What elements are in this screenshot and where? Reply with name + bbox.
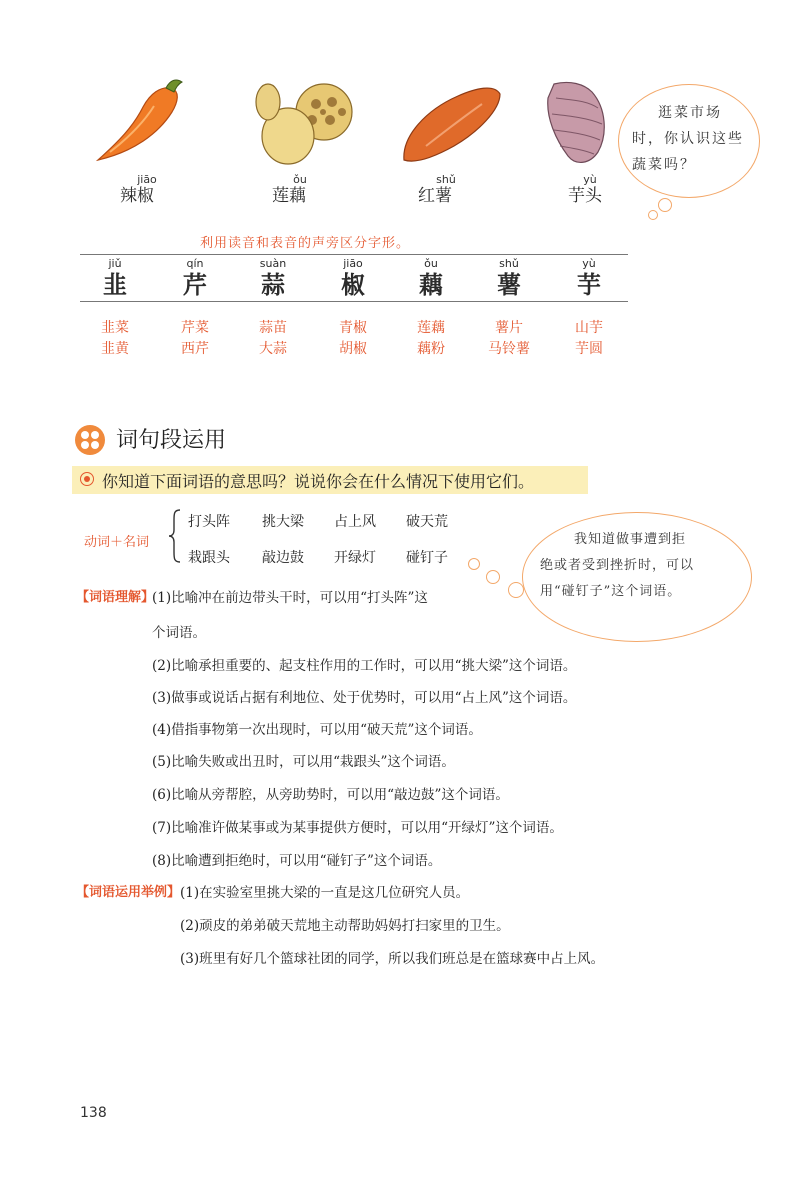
vegetable-name: 辣椒 bbox=[120, 186, 154, 206]
pinyin: suàn bbox=[259, 257, 287, 270]
character-cell bbox=[238, 258, 308, 300]
word-list: 蒜苗 大蒜 bbox=[259, 320, 287, 357]
character: 薯 bbox=[497, 270, 521, 299]
question-text: 你知道下面词语的意思吗？说说你会在什么情况下使用它们。 bbox=[102, 472, 535, 491]
brace-icon bbox=[168, 508, 182, 568]
character-cell bbox=[554, 258, 624, 300]
character: 椒 bbox=[341, 270, 365, 299]
bubble-dot bbox=[468, 558, 480, 570]
character-cell bbox=[396, 258, 466, 300]
sweet-potato-icon bbox=[396, 76, 506, 166]
section-icon bbox=[74, 424, 106, 456]
character: 蒜 bbox=[261, 270, 285, 299]
bubble-dot bbox=[486, 570, 500, 584]
bubble-dot bbox=[658, 198, 672, 212]
thought-bubble-text: 我知道做事遭到拒 绝或者受到挫折时，可以 用“碰钉子”这个词语。 bbox=[540, 532, 695, 599]
bubble-dot bbox=[648, 210, 658, 220]
pinyin: ǒu bbox=[293, 173, 307, 186]
idiom: 敲边鼓 bbox=[262, 550, 304, 566]
pinyin: yù bbox=[582, 257, 596, 270]
idiom: 栽跟头 bbox=[188, 550, 230, 566]
pinyin: qín bbox=[186, 257, 204, 270]
divider bbox=[80, 301, 628, 302]
idiom: 打头阵 bbox=[188, 514, 230, 530]
definition-line: (6)比喻从旁帮腔，从旁助势时，可以用“敲边鼓”这个词语。 bbox=[152, 787, 509, 803]
example-line: (3)班里有好几个篮球社团的同学，所以我们班总是在篮球赛中占上风。 bbox=[180, 951, 605, 967]
understanding-tag: 【词语理解】 bbox=[76, 590, 155, 605]
examples-tag: 【词语运用举例】 bbox=[76, 885, 181, 900]
pinyin: jiāo bbox=[343, 257, 363, 270]
vegetable-name: 莲藕 bbox=[272, 186, 306, 206]
pattern-label: 动词＋名词 bbox=[84, 535, 150, 550]
idiom: 占上风 bbox=[334, 514, 376, 530]
word-list: 莲藕 藕粉 bbox=[417, 320, 445, 357]
character: 芋 bbox=[577, 270, 601, 299]
definition-line: (8)比喻遭到拒绝时，可以用“碰钉子”这个词语。 bbox=[152, 853, 442, 869]
definition-line: (7)比喻准许做某事或为某事提供方便时，可以用“开绿灯”这个词语。 bbox=[152, 820, 563, 836]
definition-line: (2)比喻承担重要的、起支柱作用的工作时，可以用“挑大梁”这个词语。 bbox=[152, 658, 577, 674]
character-cell bbox=[80, 258, 150, 300]
lotus-root-icon bbox=[246, 74, 356, 169]
bubble-dot bbox=[508, 582, 524, 598]
vegetable-label bbox=[92, 174, 182, 206]
definition-line: 个词语。 bbox=[152, 625, 206, 641]
character-cell bbox=[160, 258, 230, 300]
character: 芹 bbox=[183, 270, 207, 299]
character-cell bbox=[474, 258, 544, 300]
word-list: 薯片 马铃薯 bbox=[488, 320, 530, 357]
definition-line: (4)借指事物第一次出现时，可以用“破天荒”这个词语。 bbox=[152, 722, 482, 738]
pinyin: ǒu bbox=[424, 257, 438, 270]
character-cell bbox=[318, 258, 388, 300]
pinyin: shǔ bbox=[436, 173, 456, 186]
character: 韭 bbox=[103, 270, 127, 299]
pinyin: jiǔ bbox=[108, 257, 122, 270]
pinyin: shǔ bbox=[499, 257, 519, 270]
chili-pepper-icon bbox=[88, 72, 188, 167]
word-list: 青椒 胡椒 bbox=[339, 320, 367, 357]
pinyin: yù bbox=[583, 173, 597, 186]
idiom: 破天荒 bbox=[406, 514, 448, 530]
vegetable-label bbox=[540, 174, 630, 206]
idiom: 开绿灯 bbox=[334, 550, 376, 566]
word-list: 芹菜 西芹 bbox=[181, 320, 209, 357]
pinyin: jiāo bbox=[137, 173, 157, 186]
vegetable-label bbox=[244, 174, 334, 206]
word-list: 山芋 芋圆 bbox=[575, 320, 603, 357]
thought-bubble-text: 逛菜市场 时，你认识这些 蔬菜吗？ bbox=[632, 105, 744, 173]
idiom: 挑大梁 bbox=[262, 514, 304, 530]
section-title: 词句段运用 bbox=[116, 428, 227, 453]
word-list: 韭菜 韭黄 bbox=[101, 320, 129, 357]
tip-text: 利用读音和表音的声旁区分字形。 bbox=[200, 236, 411, 251]
vegetable-label bbox=[390, 174, 480, 206]
definition-line: (1)比喻冲在前边带头干时，可以用“打头阵”这 bbox=[152, 590, 428, 606]
page-number: 138 bbox=[80, 1105, 107, 1121]
definition-line: (3)做事或说话占据有利地位、处于优势时，可以用“占上风”这个词语。 bbox=[152, 690, 577, 706]
character: 藕 bbox=[419, 270, 443, 299]
vegetable-name: 红薯 bbox=[418, 186, 452, 206]
taro-icon bbox=[540, 78, 610, 168]
example-line: (1)在实验室里挑大梁的一直是这几位研究人员。 bbox=[180, 885, 470, 901]
divider bbox=[80, 254, 628, 255]
definition-line: (5)比喻失败或出丑时，可以用“栽跟头”这个词语。 bbox=[152, 754, 455, 770]
idiom: 碰钉子 bbox=[406, 550, 448, 566]
bullet-icon bbox=[80, 472, 94, 486]
example-line: (2)顽皮的弟弟破天荒地主动帮助妈妈打扫家里的卫生。 bbox=[180, 918, 510, 934]
vegetable-name: 芋头 bbox=[568, 186, 602, 206]
